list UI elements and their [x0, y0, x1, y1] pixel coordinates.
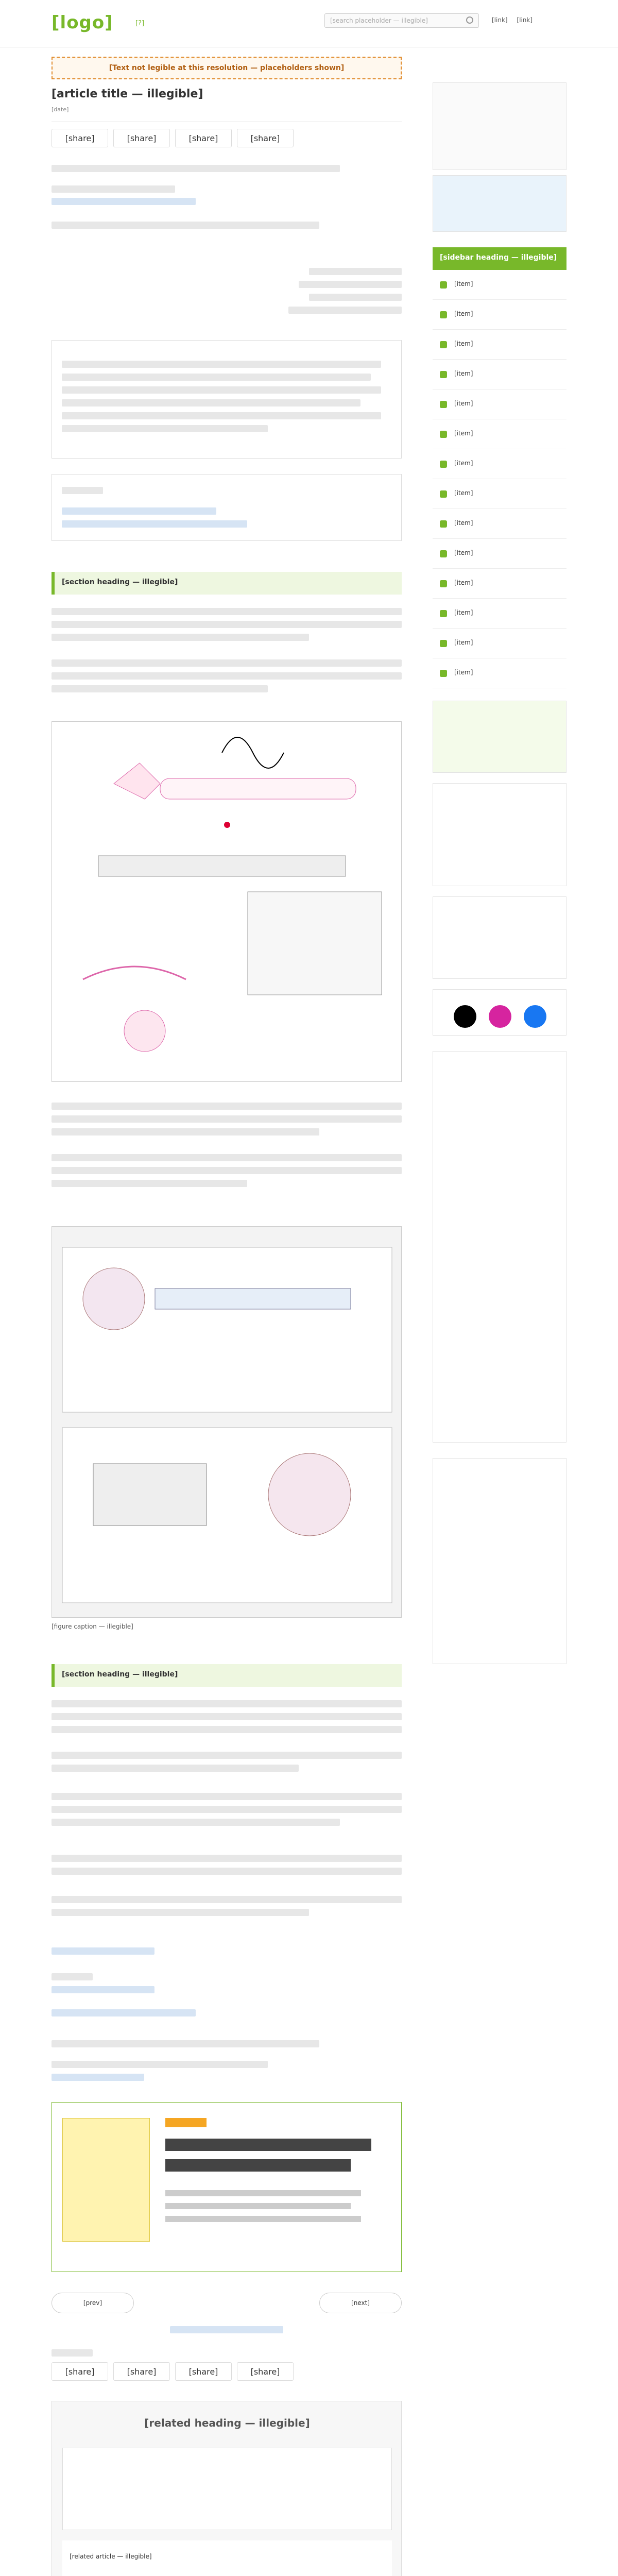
sidebar-item[interactable] [433, 539, 566, 569]
sidebar-item[interactable] [433, 599, 566, 629]
text-link[interactable] [170, 2326, 283, 2333]
promo-line [165, 2203, 351, 2209]
sidebar-banner[interactable] [433, 783, 566, 886]
sidebar-item[interactable] [433, 658, 566, 688]
item-icon [440, 610, 447, 617]
unmyelinated-fiber [93, 1464, 207, 1526]
site-header [0, 0, 618, 47]
sidebar-item-label: [item] [454, 400, 473, 407]
item-icon [440, 401, 447, 408]
publish-date: [date] [52, 106, 69, 113]
text-line [52, 1115, 402, 1123]
text-line [62, 386, 381, 394]
neuron-cell-body [83, 1268, 145, 1330]
sidebar-item-label: [item] [454, 340, 473, 347]
text-line [52, 1819, 340, 1826]
text-line [62, 361, 381, 368]
text-link[interactable] [52, 2009, 196, 2016]
share-button[interactable]: [share] [175, 2362, 232, 2381]
text-link[interactable] [52, 1986, 154, 1993]
text-line [52, 1765, 299, 1772]
sidebar-item[interactable] [433, 479, 566, 509]
sidebar-item-label: [item] [454, 639, 473, 646]
sidebar-item[interactable] [433, 569, 566, 599]
text-line [52, 1896, 402, 1903]
toc-link[interactable] [62, 520, 247, 528]
sidebar-item[interactable] [433, 419, 566, 449]
sidebar-item[interactable] [433, 360, 566, 389]
text-line [52, 1180, 247, 1187]
sidebar-item[interactable] [433, 629, 566, 658]
header-link[interactable]: [link] [492, 16, 508, 24]
section-heading-text: [section heading — illegible] [62, 1670, 178, 1679]
item-icon [440, 640, 447, 647]
text-line [52, 1752, 402, 1759]
sidebar-item-label: [item] [454, 310, 473, 317]
facebook-icon[interactable] [524, 1005, 546, 1028]
text-line [299, 281, 402, 288]
text-line [52, 2349, 93, 2357]
section-heading-text: [section heading — illegible] [62, 578, 178, 586]
related-feature-card[interactable] [62, 2448, 392, 2530]
share-button[interactable]: [share] [237, 129, 294, 147]
text-link[interactable] [52, 1947, 154, 1955]
text-line [52, 1973, 93, 1980]
myelin-sheath [155, 1289, 351, 1309]
text-line [52, 1806, 402, 1813]
text-line [52, 1167, 402, 1174]
share-button[interactable]: [share] [52, 2362, 108, 2381]
current-marker [224, 822, 230, 828]
promo-line [165, 2216, 361, 2222]
text-line [52, 685, 268, 692]
text-line [62, 412, 381, 419]
item-icon [440, 281, 447, 289]
conduction-diagram [98, 856, 346, 876]
share-button[interactable]: [share] [175, 129, 232, 147]
axon [160, 778, 356, 799]
next-article-button[interactable]: [next] [319, 2293, 402, 2313]
related-item[interactable]: [related article — illegible] [62, 2540, 392, 2576]
sidebar-item[interactable] [433, 509, 566, 539]
text-line [62, 487, 103, 494]
sidebar-banner[interactable] [433, 175, 566, 232]
header-link[interactable]: [link] [517, 16, 533, 24]
section-heading [52, 572, 402, 595]
legibility-notice: [Text not legible at this resolution — placeholders shown] [52, 57, 402, 79]
sidebar-social-feed[interactable] [433, 1051, 566, 1443]
share-button[interactable]: [share] [52, 129, 108, 147]
text-line [52, 2040, 319, 2047]
figure-myelin-diagram [52, 1226, 402, 1618]
sidebar-banner[interactable] [433, 701, 566, 773]
text-line [62, 374, 371, 381]
text-line [52, 1713, 402, 1720]
item-icon [440, 461, 447, 468]
toc-link[interactable] [62, 507, 216, 515]
sidebar-item[interactable] [433, 389, 566, 419]
prev-article-button[interactable]: [prev] [52, 2293, 134, 2313]
text-line [52, 165, 340, 172]
item-icon [440, 431, 447, 438]
text-line [52, 1700, 402, 1707]
text-line [52, 1793, 402, 1800]
text-line [52, 1128, 319, 1136]
text-line [52, 222, 319, 229]
text-line [62, 399, 360, 406]
header-links [492, 16, 540, 24]
share-button[interactable]: [share] [113, 129, 170, 147]
text-link[interactable] [52, 198, 196, 205]
sidebar-banner[interactable] [433, 82, 566, 170]
x-icon[interactable] [454, 1005, 476, 1028]
figure-caption: [figure caption — illegible] [52, 1623, 133, 1630]
figure-neuron-diagram [52, 721, 402, 1082]
text-line [52, 1909, 309, 1916]
book-promo[interactable] [52, 2102, 402, 2272]
item-icon [440, 490, 447, 498]
synapse-terminal [124, 1010, 165, 1052]
promo-headline [165, 2139, 371, 2151]
myelinated-fiber [268, 1453, 351, 1536]
share-button[interactable]: [share] [237, 2362, 294, 2381]
sidebar-item-label: [item] [454, 669, 473, 676]
text-line [62, 425, 268, 432]
text-line [52, 608, 402, 615]
search-icon[interactable] [466, 16, 473, 24]
sidebar-item[interactable] [433, 330, 566, 360]
text-line [309, 268, 402, 275]
text-line [288, 307, 402, 314]
text-line [52, 659, 402, 667]
related-articles-panel [52, 2401, 402, 2576]
sidebar-item[interactable] [433, 300, 566, 330]
book-cover-image [62, 2118, 150, 2242]
item-icon [440, 580, 447, 587]
section-heading [52, 1664, 402, 1687]
neuron-illustration [52, 722, 401, 1081]
sidebar-item-label: [item] [454, 460, 473, 467]
site-logo[interactable]: [logo] [52, 12, 113, 33]
sidebar-sns-box [433, 989, 566, 1036]
text-line [52, 1154, 402, 1161]
text-line [52, 1855, 402, 1862]
myelin-illustration [52, 1227, 401, 1617]
sidebar-item-label: [item] [454, 579, 473, 586]
sidebar-item-label: [item] [454, 280, 473, 287]
sidebar-item-label: [item] [454, 430, 473, 437]
sidebar-item-label: [item] [454, 549, 473, 556]
promo-label [165, 2118, 207, 2127]
node-detail-diagram [248, 892, 382, 995]
sidebar-item-label: [item] [454, 609, 473, 616]
text-line [52, 634, 309, 641]
text-line [52, 1726, 402, 1733]
item-icon [440, 371, 447, 378]
item-icon [440, 341, 447, 348]
related-title: [related heading — illegible] [144, 2417, 310, 2429]
item-icon [440, 670, 447, 677]
promo-line [165, 2190, 361, 2196]
text-line [52, 1103, 402, 1110]
item-icon [440, 520, 447, 528]
share-button[interactable]: [share] [113, 2362, 170, 2381]
text-line [309, 294, 402, 301]
promo-headline [165, 2159, 351, 2172]
item-icon [440, 550, 447, 557]
text-link[interactable] [52, 2074, 144, 2081]
text-line [52, 672, 402, 680]
sidebar-app-box[interactable] [433, 896, 566, 979]
page-title: [article title — illegible] [52, 88, 203, 100]
text-line [52, 185, 175, 193]
sidebar-item-label: [item] [454, 370, 473, 377]
sidebar-menu-title: [sidebar heading — illegible] [433, 247, 566, 270]
site-subtitle: [?] [135, 20, 145, 27]
text-line [52, 1868, 402, 1875]
sidebar-item-label: [item] [454, 519, 473, 527]
instagram-icon[interactable] [489, 1005, 511, 1028]
sidebar-item[interactable] [433, 449, 566, 479]
text-line [52, 2061, 268, 2068]
sidebar-supporter-box[interactable] [433, 1458, 566, 1664]
item-icon [440, 311, 447, 318]
sidebar-item[interactable] [433, 270, 566, 300]
sidebar-item-label: [item] [454, 489, 473, 497]
text-line [52, 621, 402, 628]
search-input[interactable]: [search placeholder — illegible] [324, 13, 479, 28]
